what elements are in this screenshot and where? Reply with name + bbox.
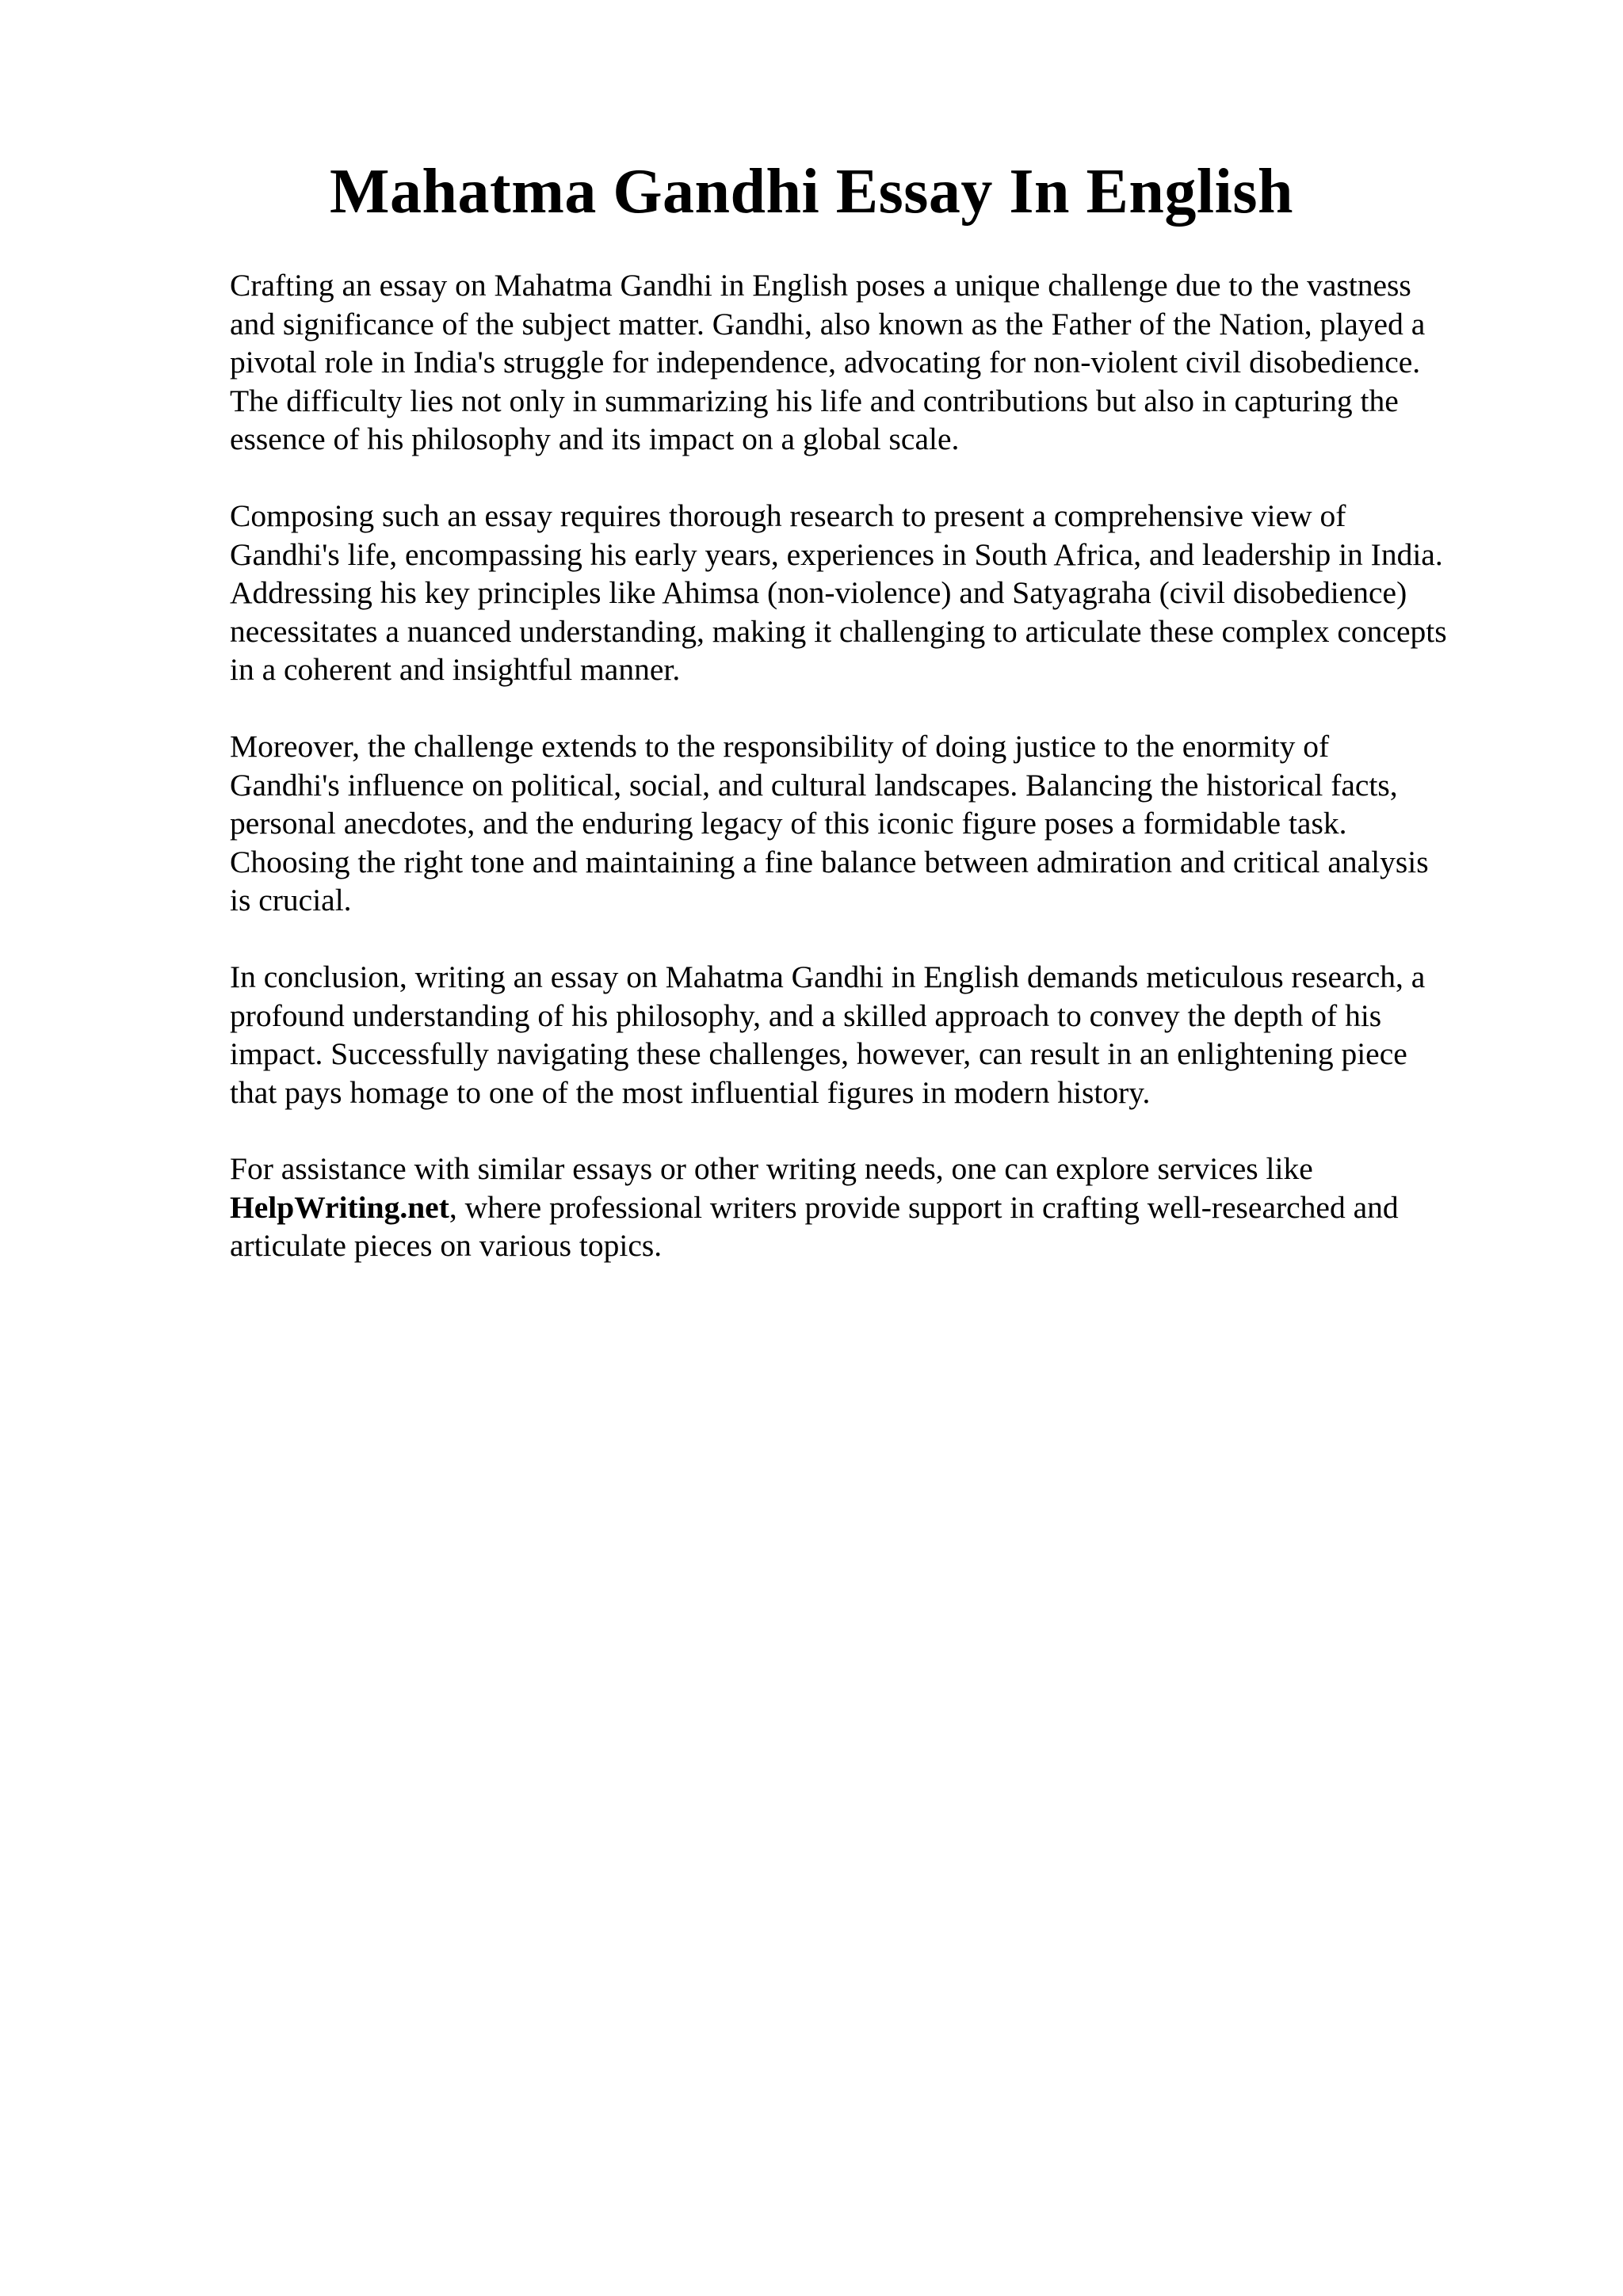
paragraph-line: articulate pieces on various topics. xyxy=(230,1228,663,1264)
paragraph-line: in a coherent and insightful manner. xyxy=(230,652,681,688)
paragraph-2 xyxy=(230,497,1514,689)
paragraph-line: is crucial. xyxy=(230,883,352,918)
paragraph-line: Composing such an essay requires thorough research to present a comprehensive view of xyxy=(230,498,1346,533)
paragraph-closing xyxy=(230,1150,1514,1265)
paragraph-line: Gandhi's life, encompassing his early years, experiences in South Africa, and leadership in India. xyxy=(230,536,1443,572)
paragraph-line: Gandhi's influence on political, social, and cultural landscapes. Balancing the historical facts, xyxy=(230,767,1398,803)
page-title: Mahatma Gandhi Essay In English xyxy=(330,157,1293,227)
paragraph-line: Addressing his key principles like Ahimsa (non-violence) and Satyagraha (civil disobedience) xyxy=(230,575,1407,611)
paragraph-line: personal anecdotes, and the enduring legacy of this iconic figure poses a formidable task. xyxy=(230,806,1347,841)
paragraph-line: In conclusion, writing an essay on Mahatma Gandhi in English demands meticulous research, a xyxy=(230,959,1426,994)
document-body xyxy=(230,266,1514,1303)
paragraph-line: Choosing the right tone and maintaining a fine balance between admiration and critical analysis xyxy=(230,844,1429,879)
closing-text: , where professional writers provide support in crafting well-researched and xyxy=(449,1189,1399,1225)
paragraph-line xyxy=(230,1188,1514,1227)
brand-name: HelpWriting.net xyxy=(230,1189,449,1225)
paragraph-line: Moreover, the challenge extends to the responsibility of doing justice to the enormity of xyxy=(230,728,1330,764)
paragraph-line: For assistance with similar essays or other writing needs, one can explore services like xyxy=(230,1151,1313,1187)
paragraph-line: and significance of the subject matter. Gandhi, also known as the Father of the Nation, played a xyxy=(230,306,1426,341)
paragraph-line: impact. Successfully navigating these challenges, however, can result in an enlightening piece xyxy=(230,1036,1407,1072)
paragraph-line: essence of his philosophy and its impact on a global scale. xyxy=(230,421,960,457)
paragraph-line: profound understanding of his philosophy, and a skilled approach to convey the depth of his xyxy=(230,997,1382,1033)
paragraph-1 xyxy=(230,266,1514,459)
paragraph-line: pivotal role in India's struggle for independence, advocating for non-violent civil disobedience. xyxy=(230,345,1421,380)
paragraph-line: Crafting an essay on Mahatma Gandhi in English poses a unique challenge due to the vastness xyxy=(230,268,1411,303)
paragraph-3 xyxy=(230,727,1514,920)
paragraph-4 xyxy=(230,958,1514,1112)
paragraph-line: necessitates a nuanced understanding, making it challenging to articulate these complex concepts xyxy=(230,613,1447,649)
paragraph-line: that pays homage to one of the most influential figures in modern history. xyxy=(230,1074,1151,1110)
paragraph-line: The difficulty lies not only in summarizing his life and contributions but also in capturing the xyxy=(230,383,1399,418)
